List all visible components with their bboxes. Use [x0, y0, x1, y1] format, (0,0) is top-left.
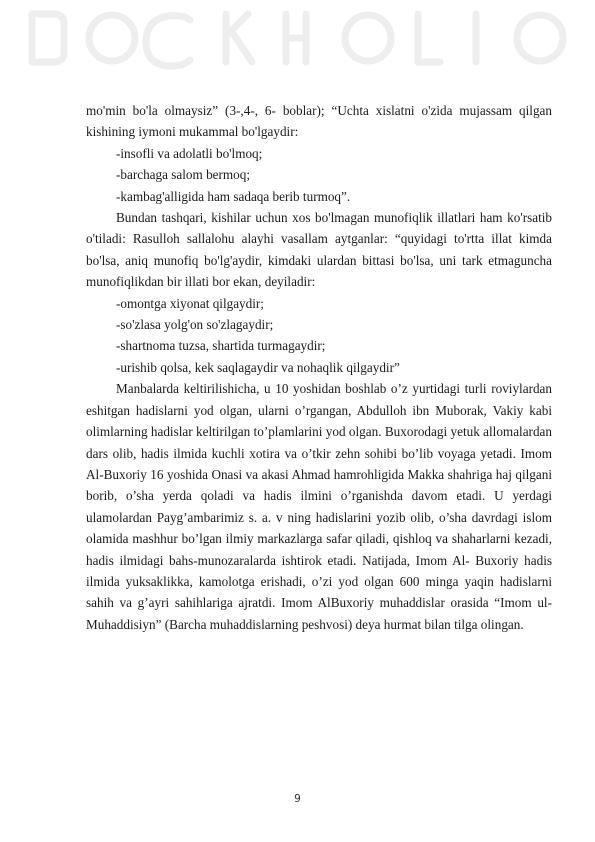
paragraph: Bundan tashqari, kishilar uchun xos bo'lmagan munofiqlik illatlari ham ko'rsatib o'tiladi: Rasulloh sallalohu alayhi vasallam aytganlar: “quyidagi to'rtta illat kimda bo'lsa, aniq munofiq bo'lg'aydir, kimdaki ulardan bittasi bo'lsa, uni tark etmaguncha munofiqlikdan bir illati bor ekan, deyiladir:	[86, 210, 552, 290]
document-body	[86, 100, 552, 635]
list-item: -so'zlasa yolg'on so'zlagaydir;	[116, 317, 274, 333]
list-item: -barchaga salom bermoq;	[116, 167, 251, 183]
list-item: -urishib qolsa, kek saqlagaydir va nohaqlik qilgaydir”	[116, 359, 400, 375]
paragraph: Manbalarda keltirilishicha, u 10 yoshidan boshlab o’z yurtidagi turli roviylardan eshitgan hadislarni yod olgan, ularni o’rgangan, Abdulloh ibn Muborak, Vakiy kabi olimlarning hadislar keltirilgan to’plamlarini yod olgan. Buxorodagi yetuk allomalardan dars olib, hadis ilmida kuchli xotira va o’tkir zehn sohibi bo’lib voyaga yetadi. Imom Al-Buxoriy 16 yoshida Onasi va akasi Ahmad hamrohligida Makka shahriga haj qilgani borib, o’sha yerda qoladi va hadis ilmini o’rganishda davom etadi. U yerdagi ulamolardan Payg’ambarimiz s. a. v ning hadislarini yozib olib, o’sha davrdagi islom olamida mashhur bo’lgan ilmiy markazlarga safar qiladi, qishloq va shaharlarni kezadi, hadis ilmidagi bahs-munozaralarda ishtirok etadi. Natijada, Imom Al- Buxoriy hadis ilmida yuksaklikka, kamolotga erishadi, o’zi yod olgan 600 minga yaqin hadislarni sahih va g’ayri sahihlariga ajratdi. Imom AlBuxoriy muhaddislar orasida “Imom ul-Muhaddisiyn” (Barcha muhaddislarning peshvosi) deya hurmat bilan tilga olingan.	[86, 381, 552, 632]
paragraph: mo'min bo'la olmaysiz” (3-,4-, 6- boblar); “Uchta xislatni o'zida mujassam qilgan kishining iymoni mukammal bo'lgaydir:	[86, 103, 552, 140]
page-number: 9	[294, 793, 301, 805]
list-item: -insofli va adolatli bo'lmoq;	[116, 145, 263, 161]
list-item: -omontga xiyonat qilgaydir;	[116, 295, 264, 311]
list-item: -shartnoma tuzsa, shartida turmagaydir;	[116, 338, 326, 354]
list-item: -kambag'alligida ham sadaqa berib turmoq”.	[116, 188, 351, 204]
